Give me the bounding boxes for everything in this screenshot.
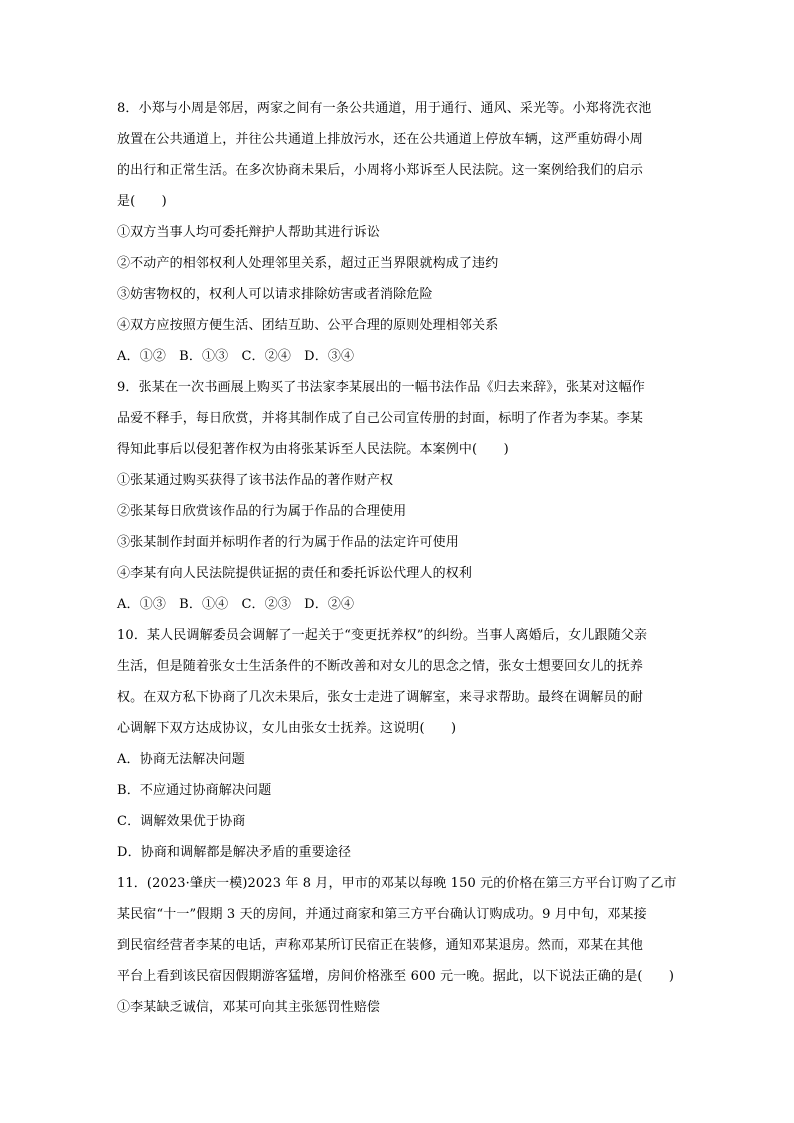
question-9-stem-line-1: 9．张某在一次书画展上购买了书法家李某展出的一幅书法作品《归去来辞》，张某对这幅作 (117, 380, 645, 395)
question-11-stem-line-2: 某民宿“十一”假期 3 天的房间，并通过商家和第三方平台确认订购成功。9 月中旬，邓某接 (117, 907, 647, 922)
question-10-stem-line-4: 心调解下双方达成协议，女儿由张女士抚养。这说明( ) (117, 721, 457, 736)
question-9-option-3: ③张某制作封面并标明作者的行为属于作品的法定许可使用 (117, 535, 459, 550)
question-8-stem-line-4: 是( ) (117, 194, 167, 209)
question-9-option-2: ②张某每日欣赏该作品的行为属于作品的合理使用 (117, 504, 407, 519)
question-8-answer-choices: A．①② B．①③ C．②④ D．③④ (117, 349, 355, 364)
question-10-stem-line-3: 权。在双方私下协商了几次未果后，张女士走进了调解室，来寻求帮助。最终在调解员的耐 (117, 690, 644, 705)
question-10-option-a: A．协商无法解决问题 (117, 752, 245, 767)
question-8-option-1: ①双方当事人均可委托辩护人帮助其进行诉讼 (117, 225, 381, 240)
question-11-stem-line-3: 到民宿经营者李某的电话，声称邓某所订民宿正在装修，通知邓某退房。然而，邓某在其他 (117, 938, 644, 953)
question-10-stem-line-1: 10．某人民调解委员会调解了一起关于“变更抚养权”的纠纷。当事人离婚后，女儿跟随父亲 (117, 628, 648, 643)
question-10-option-b: B．不应通过协商解决问题 (117, 783, 272, 798)
question-8-option-2: ②不动产的相邻权利人处理邻里关系，超过正当界限就构成了违约 (117, 256, 499, 271)
question-10-stem-line-2: 生活，但是随着张女士生活条件的不断改善和对女儿的思念之情，张女士想要回女儿的抚养 (117, 659, 644, 674)
question-10-option-d: D．协商和调解都是解决矛盾的重要途径 (117, 845, 352, 860)
question-9-stem-line-3: 得知此事后以侵犯著作权为由将张某诉至人民法院。本案例中( ) (117, 442, 509, 457)
question-8-option-3: ③妨害物权的，权利人可以请求排除妨害或者消除危险 (117, 287, 433, 302)
question-8-stem-line-3: 的出行和正常生活。在多次协商未果后，小周将小郑诉至人民法院。这一案例给我们的启示 (117, 163, 644, 178)
question-11-stem-line-1: 11．(2023·肇庆一模)2023 年 8 月，甲市的邓某以每晚 150 元的价格在第三方平台订购了乙市 (117, 876, 677, 891)
question-9-stem-line-2: 品爱不释手，每日欣赏，并将其制作成了自己公司宣传册的封面，标明了作者为李某。李某 (117, 411, 644, 426)
question-9-option-1: ①张某通过购买获得了该书法作品的著作财产权 (117, 473, 394, 488)
question-9-option-4: ④李某有向人民法院提供证据的责任和委托诉讼代理人的权利 (117, 566, 473, 581)
question-8-option-4: ④双方应按照方便生活、团结互助、公平合理的原则处理相邻关系 (117, 318, 499, 333)
question-8-stem-line-1: 8．小郑与小周是邻居，两家之间有一条公共通道，用于通行、通风、采光等。小郑将洗衣池 (117, 101, 652, 116)
question-8-stem-line-2: 放置在公共通道上，并往公共通道上排放污水，还在公共通道上停放车辆，这严重妨碍小周 (117, 132, 644, 147)
question-11-stem-line-4: 平台上看到该民宿因假期游客猛增，房间价格涨至 600 元一晚。据此，以下说法正确的是( ) (117, 969, 675, 984)
question-10-option-c: C．调解效果优于协商 (117, 814, 246, 829)
question-11-option-1: ①李某缺乏诚信，邓某可向其主张惩罚性赔偿 (117, 1000, 381, 1015)
question-9-answer-choices: A．①③ B．①④ C．②③ D．②④ (117, 597, 355, 612)
